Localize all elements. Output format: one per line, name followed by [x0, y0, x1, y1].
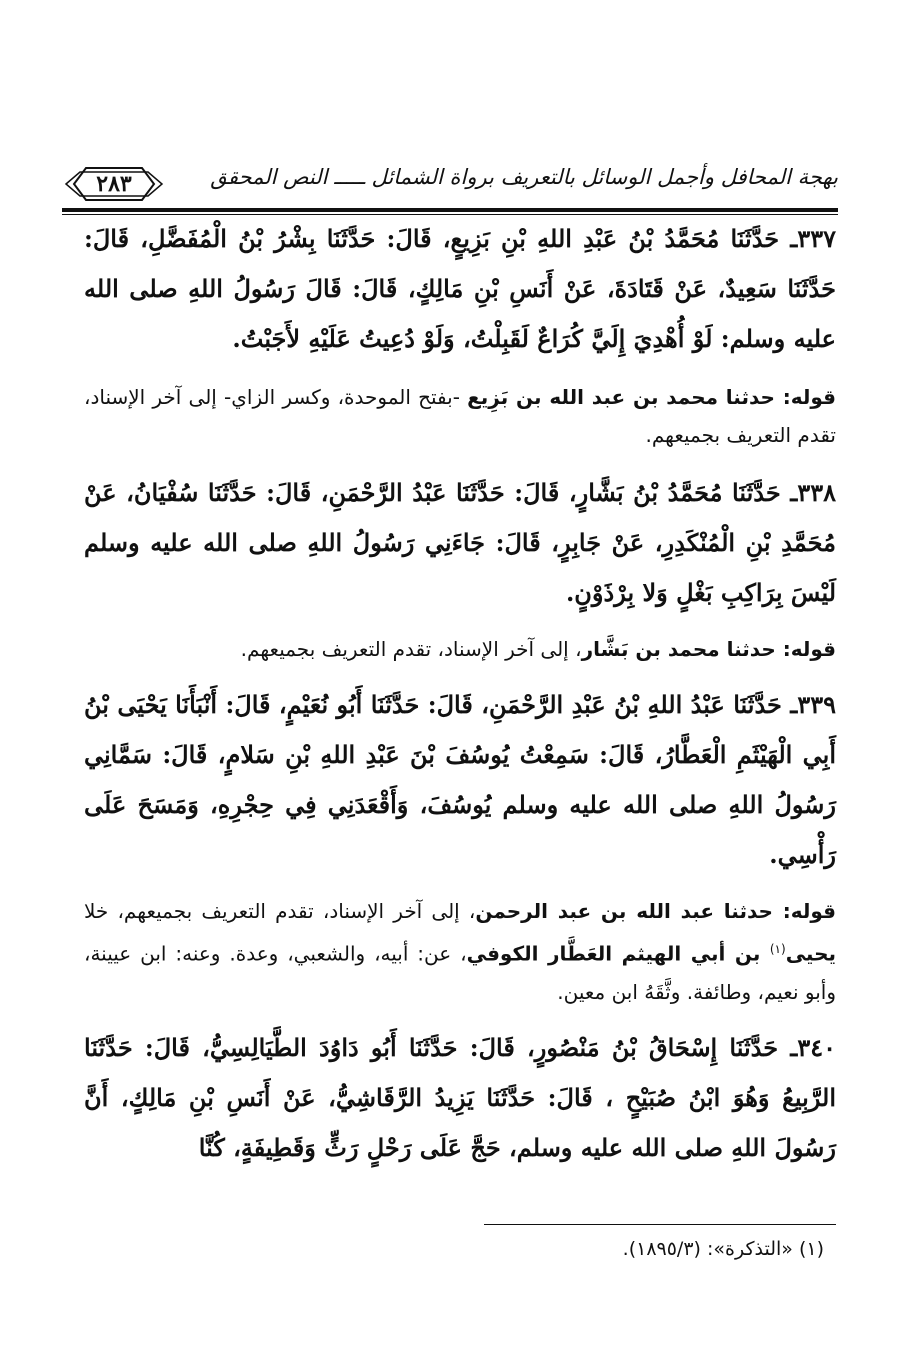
commentary-339	[84, 892, 836, 1011]
narrator-name-rest: بن أبي الهيثم العَطَّار الكوفي	[466, 941, 770, 966]
running-header	[62, 160, 838, 208]
commentary-lead: قوله: حدثنا محمد بن عبد الله بن بَزِيع	[467, 385, 836, 409]
commentary-337	[84, 378, 836, 454]
hadith-340: ٣٤٠ـ حَدَّثَنَا إِسْحَاقُ بْنُ مَنْصُورٍ، قَالَ: حَدَّثَنَا أَبُو دَاوُدَ الطَّيَالِسِيُّ، قَالَ: حَدَّثَنَا الرَّبِيعُ وَهُوَ ابْنُ صُبَيْحٍ ، قَالَ: حَدَّثَنَا يَزِيدُ الرَّقَاشِيُّ، عَنْ أَنَسِ بْنِ مَالِكٍ، أَنَّ رَسُولَ اللهِ صلى الله عليه وسلم، حَجَّ عَلَى رَحْلٍ رَثٍّ وَقَطِيفَةٍ، كُنَّا	[84, 1032, 836, 1162]
footnote: (١) «التذكرة»: (١٨٩٥/٣).	[622, 1238, 824, 1260]
page-number: ٢٨٣	[96, 171, 132, 197]
commentary-lead: قوله: حدثنا محمد بن بَشَّار	[581, 637, 836, 661]
header-title: بهجة المحافل وأجمل الوسائل بالتعريف برواة الشمائل ـــــ النص المحقق	[210, 165, 838, 189]
hadith-338: ٣٣٨ـ حَدَّثَنَا مُحَمَّدُ بْنُ بَشَّارٍ، قَالَ: حَدَّثَنَا عَبْدُ الرَّحْمَنِ، قَالَ: حَدَّثَنَا سُفْيَانُ، عَنْ مُحَمَّدِ بْنِ الْمُنْكَدِرِ، عَنْ جَابِرٍ، قَالَ: جَاءَنِي رَسُولُ اللهِ صلى الله عليه وسلم لَيْسَ بِرَاكِبِ بَغْلٍ وَلا بِرْذَوْنٍ.	[84, 478, 836, 607]
commentary-text: ، إلى آخر الإسناد، تقدم التعريف بجميعهم.	[240, 637, 582, 661]
hadith-337: ٣٣٧ـ حَدَّثَنَا مُحَمَّدُ بْنُ عَبْدِ اللهِ بْنِ بَزِيعٍ، قَالَ: حَدَّثَنَا بِشْرُ بْنُ الْمُفَضَّلِ، قَالَ: حَدَّثَنَا سَعِيدٌ، عَنْ قَتَادَةَ، عَنْ أَنَسِ بْنِ مَالِكٍ، قَالَ: قَالَ رَسُولُ اللهِ صلى الله عليه وسلم: لَوْ أُهْدِيَ إِلَيَّ كُرَاعٌ لَقَبِلْتُ، وَلَوْ دُعِيتُ عَلَيْهِ لأَجَبْتُ.	[84, 224, 836, 353]
narrator-name: يحيى	[785, 941, 837, 966]
commentary-lead: قوله: حدثنا عبد الله بن عبد الرحمن	[475, 899, 836, 923]
hadith-339: ٣٣٩ـ حَدَّثَنَا عَبْدُ اللهِ بْنُ عَبْدِ الرَّحْمَنِ، قَالَ: حَدَّثَنَا أَبُو نُعَيْمٍ، قَالَ: أَنْبَأَنَا يَحْيَى بْنُ أَبِي الْهَيْثَمِ الْعَطَّارُ، قَالَ: سَمِعْتُ يُوسُفَ بْنَ عَبْدِ اللهِ بْنِ سَلامٍ، قَالَ: سَمَّانِي رَسُولُ اللهِ صلى الله عليه وسلم يُوسُفَ، وَأَقْعَدَنِي فِي حِجْرِهِ، وَمَسَحَ عَلَى رَأْسِي.	[84, 690, 836, 869]
main-text	[84, 214, 836, 1173]
commentary-text: -بفتح الموحدة، وكسر الزاي- إلى آخر الإسناد، تقدم التعريف بجميعهم.	[84, 385, 836, 447]
header-rule	[62, 208, 838, 212]
commentary-338	[84, 630, 836, 668]
footnote-separator	[484, 1224, 836, 1225]
commentary-text: ، عن: أبيه، والشعبي، وعدة. وعنه: ابن عيينة، وأبو نعيم، وطائفة. وثَّقَهُ ابن معين.	[84, 941, 836, 1004]
commentary-text: ، إلى آخر الإسناد، تقدم التعريف بجميعهم، خلا	[84, 899, 476, 923]
footnote-ref: (١)	[769, 942, 786, 956]
page-number-badge	[62, 164, 166, 204]
